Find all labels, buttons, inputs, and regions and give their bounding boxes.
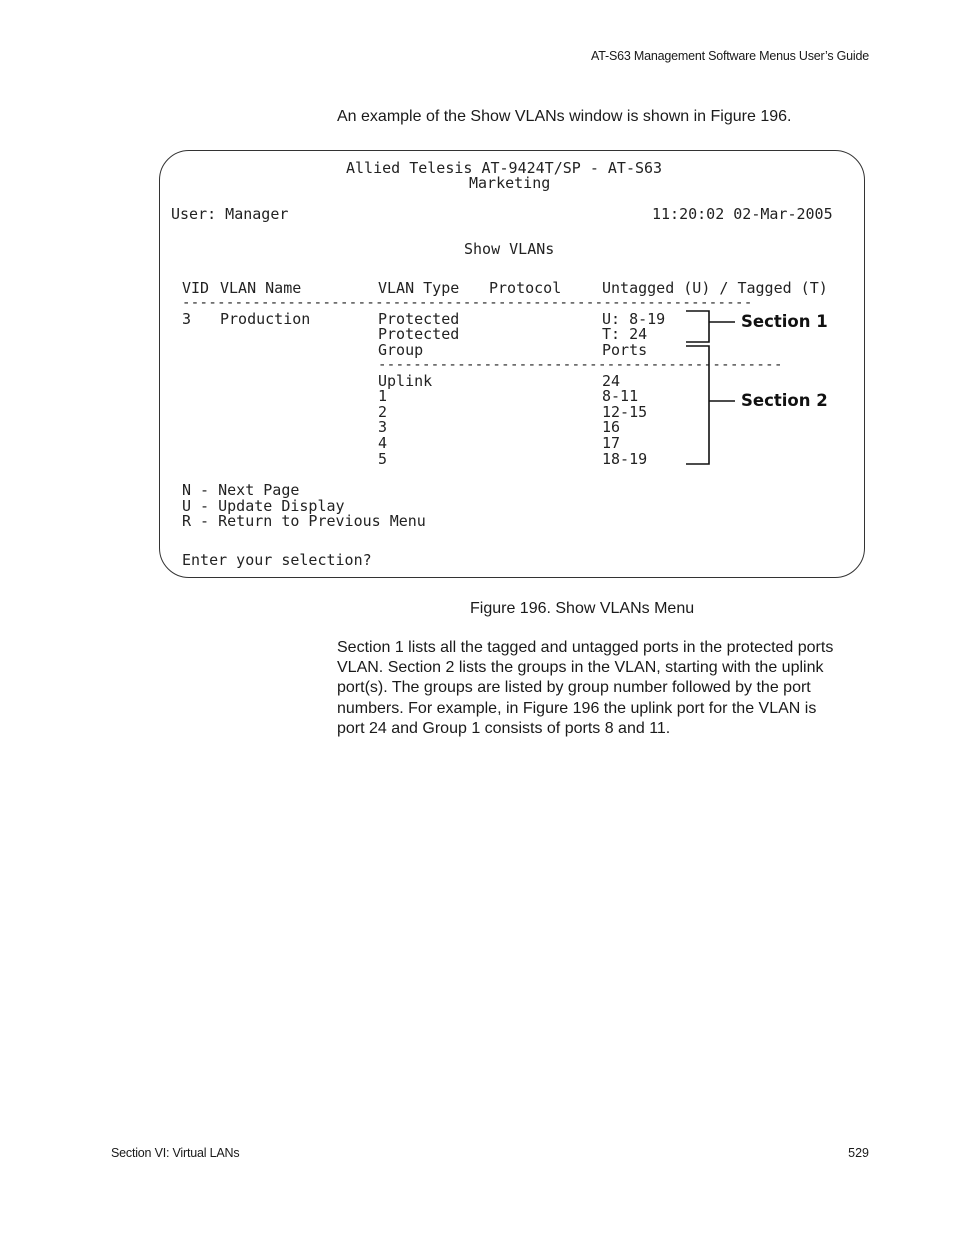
column-header-vlan-name: VLAN Name: [220, 279, 302, 297]
section2-bracket: [686, 346, 709, 464]
row-vid: 3: [182, 310, 192, 328]
screen-datetime: 11:20:02 02-Mar-2005: [652, 205, 833, 223]
page-number: 529: [848, 1146, 869, 1160]
intro-text: An example of the Show VLANs window is shown in Figure 196.: [337, 108, 792, 125]
option-update-display: U - Update Display: [182, 497, 345, 515]
section1-bracket: [686, 311, 709, 342]
group-ports-2: 12-15: [602, 403, 648, 421]
group-ports-5: 18-19: [602, 450, 648, 468]
body-line: VLAN. Section 2 lists the groups in the VLAN, starting with the uplink: [337, 659, 824, 677]
body-line: Section 1 lists all the tagged and untagged ports in the protected ports: [337, 639, 834, 656]
section2-label: Section 2: [741, 391, 828, 410]
group-name-3: 3: [378, 418, 388, 436]
row-type-3: Group: [378, 341, 424, 359]
row-type-1: Protected: [378, 310, 460, 328]
screen-title-line1: Allied Telesis AT-9424T/SP - AT-S63: [346, 159, 663, 177]
divider-full: -----------------------------------------------------------------: [182, 295, 753, 311]
group-ports-uplink: 24: [602, 372, 621, 390]
body-paragraph: [337, 638, 877, 739]
column-header-vid: VID: [182, 279, 210, 297]
selection-prompt: Enter your selection?: [182, 551, 372, 569]
column-header-protocol: Protocol: [489, 279, 562, 297]
group-ports-3: 16: [602, 418, 621, 436]
body-line: port(s). The groups are listed by group number followed by the port: [337, 679, 811, 697]
group-name-uplink: Uplink: [378, 372, 433, 390]
row-ports-2: T: 24: [602, 325, 648, 343]
screen-menu-title: Show VLANs: [464, 240, 555, 258]
screen-user: User: Manager: [171, 205, 289, 223]
group-ports-1: 8-11: [602, 387, 639, 405]
group-name-4: 4: [378, 434, 388, 452]
group-name-1: 1: [378, 387, 388, 405]
row-vlan-name: Production: [220, 310, 311, 328]
body-line: numbers. For example, in Figure 196 the uplink port for the VLAN is: [337, 699, 817, 717]
body-line: port 24 and Group 1 consists of ports 8 and 11.: [337, 719, 671, 737]
option-return-previous-menu: R - Return to Previous Menu: [182, 512, 426, 530]
section1-label: Section 1: [741, 312, 828, 331]
screen-title-line2: Marketing: [469, 174, 551, 192]
column-header-vlan-type: VLAN Type: [378, 279, 460, 297]
group-name-5: 5: [378, 450, 388, 468]
footer-section: Section VI: Virtual LANs: [111, 1146, 240, 1160]
figure-caption: Figure 196. Show VLANs Menu: [470, 600, 695, 617]
row-type-2: Protected: [378, 325, 460, 343]
running-header: AT-S63 Management Software Menus User’s Guide: [591, 49, 869, 63]
divider-short: ----------------------------------------------: [378, 357, 783, 373]
row-ports-3: Ports: [602, 341, 648, 359]
column-header-ports: Untagged (U) / Tagged (T): [602, 279, 828, 297]
group-ports-4: 17: [602, 434, 621, 452]
group-name-2: 2: [378, 403, 388, 421]
option-next-page: N - Next Page: [182, 481, 300, 499]
row-ports-1: U: 8-19: [602, 310, 666, 328]
